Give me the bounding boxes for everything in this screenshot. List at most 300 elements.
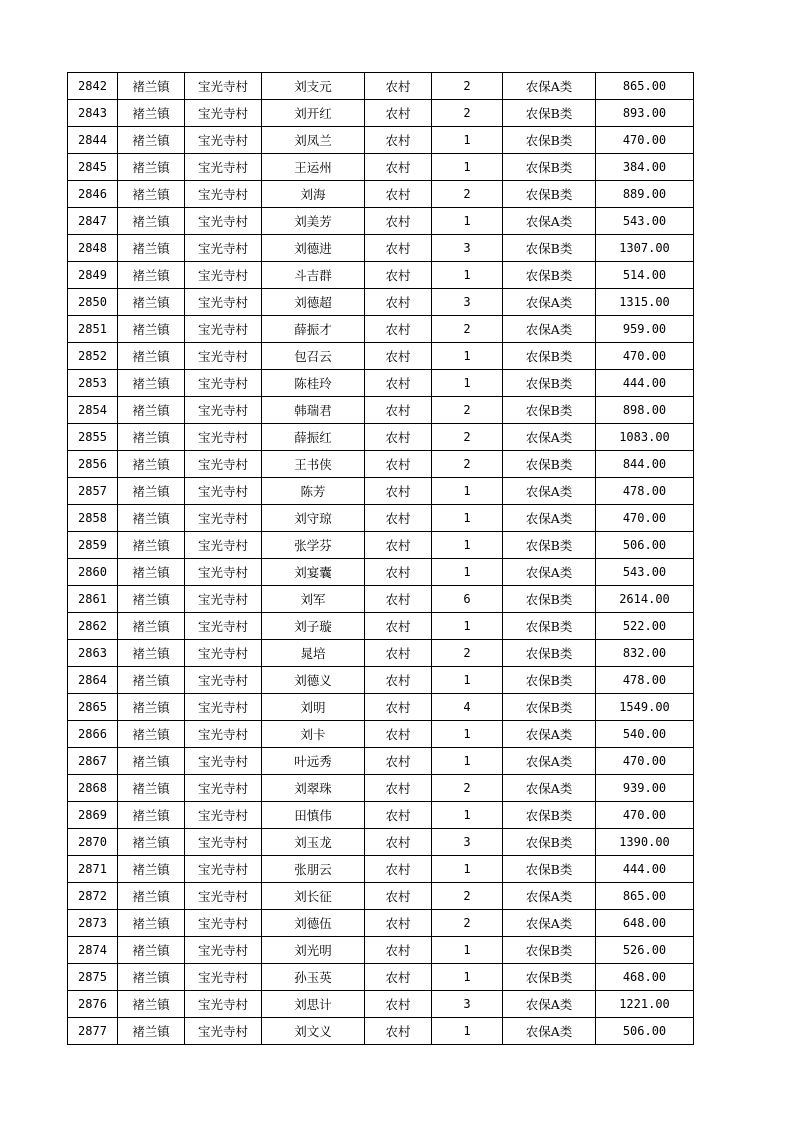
amount-cell: 844.00 bbox=[596, 451, 694, 478]
household-type-cell: 农村 bbox=[365, 991, 432, 1018]
town-cell: 褚兰镇 bbox=[118, 910, 185, 937]
person-name-cell: 刘翠珠 bbox=[262, 775, 365, 802]
village-cell: 宝光寺村 bbox=[185, 397, 262, 424]
person-name-cell: 刘玉龙 bbox=[262, 829, 365, 856]
insurance-category-cell: 农保B类 bbox=[503, 640, 596, 667]
insurance-category-cell: 农保B类 bbox=[503, 100, 596, 127]
row-number-cell: 2870 bbox=[68, 829, 118, 856]
row-number-cell: 2850 bbox=[68, 289, 118, 316]
person-name-cell: 韩瑞君 bbox=[262, 397, 365, 424]
row-number-cell: 2846 bbox=[68, 181, 118, 208]
town-cell: 褚兰镇 bbox=[118, 73, 185, 100]
town-cell: 褚兰镇 bbox=[118, 694, 185, 721]
village-cell: 宝光寺村 bbox=[185, 991, 262, 1018]
village-cell: 宝光寺村 bbox=[185, 748, 262, 775]
member-count-cell: 3 bbox=[432, 235, 503, 262]
table-row bbox=[68, 343, 694, 370]
household-type-cell: 农村 bbox=[365, 937, 432, 964]
household-type-cell: 农村 bbox=[365, 802, 432, 829]
table-row bbox=[68, 370, 694, 397]
insurance-category-cell: 农保B类 bbox=[503, 964, 596, 991]
member-count-cell: 1 bbox=[432, 559, 503, 586]
row-number-cell: 2872 bbox=[68, 883, 118, 910]
table-row bbox=[68, 991, 694, 1018]
member-count-cell: 1 bbox=[432, 613, 503, 640]
table-row bbox=[68, 532, 694, 559]
table-row bbox=[68, 856, 694, 883]
row-number-cell: 2852 bbox=[68, 343, 118, 370]
amount-cell: 893.00 bbox=[596, 100, 694, 127]
town-cell: 褚兰镇 bbox=[118, 964, 185, 991]
town-cell: 褚兰镇 bbox=[118, 316, 185, 343]
member-count-cell: 1 bbox=[432, 748, 503, 775]
person-name-cell: 晁培 bbox=[262, 640, 365, 667]
town-cell: 褚兰镇 bbox=[118, 721, 185, 748]
member-count-cell: 4 bbox=[432, 694, 503, 721]
table-row bbox=[68, 802, 694, 829]
amount-cell: 865.00 bbox=[596, 883, 694, 910]
town-cell: 褚兰镇 bbox=[118, 802, 185, 829]
amount-cell: 959.00 bbox=[596, 316, 694, 343]
insurance-category-cell: 农保B类 bbox=[503, 262, 596, 289]
town-cell: 褚兰镇 bbox=[118, 640, 185, 667]
member-count-cell: 1 bbox=[432, 964, 503, 991]
member-count-cell: 2 bbox=[432, 775, 503, 802]
insurance-category-cell: 农保B类 bbox=[503, 532, 596, 559]
row-number-cell: 2860 bbox=[68, 559, 118, 586]
village-cell: 宝光寺村 bbox=[185, 1018, 262, 1045]
insurance-category-cell: 农保B类 bbox=[503, 235, 596, 262]
village-cell: 宝光寺村 bbox=[185, 208, 262, 235]
household-type-cell: 农村 bbox=[365, 586, 432, 613]
member-count-cell: 2 bbox=[432, 640, 503, 667]
insurance-category-cell: 农保A类 bbox=[503, 208, 596, 235]
household-type-cell: 农村 bbox=[365, 235, 432, 262]
village-cell: 宝光寺村 bbox=[185, 505, 262, 532]
amount-cell: 540.00 bbox=[596, 721, 694, 748]
insurance-category-cell: 农保B类 bbox=[503, 397, 596, 424]
household-type-cell: 农村 bbox=[365, 289, 432, 316]
table-row bbox=[68, 451, 694, 478]
member-count-cell: 1 bbox=[432, 154, 503, 181]
insurance-category-cell: 农保A类 bbox=[503, 748, 596, 775]
table-row bbox=[68, 397, 694, 424]
row-number-cell: 2874 bbox=[68, 937, 118, 964]
table-row bbox=[68, 910, 694, 937]
person-name-cell: 陈芳 bbox=[262, 478, 365, 505]
person-name-cell: 刘海 bbox=[262, 181, 365, 208]
village-cell: 宝光寺村 bbox=[185, 775, 262, 802]
member-count-cell: 2 bbox=[432, 316, 503, 343]
amount-cell: 522.00 bbox=[596, 613, 694, 640]
member-count-cell: 1 bbox=[432, 856, 503, 883]
row-number-cell: 2847 bbox=[68, 208, 118, 235]
row-number-cell: 2848 bbox=[68, 235, 118, 262]
village-cell: 宝光寺村 bbox=[185, 532, 262, 559]
village-cell: 宝光寺村 bbox=[185, 235, 262, 262]
row-number-cell: 2854 bbox=[68, 397, 118, 424]
amount-cell: 478.00 bbox=[596, 478, 694, 505]
amount-cell: 1083.00 bbox=[596, 424, 694, 451]
town-cell: 褚兰镇 bbox=[118, 262, 185, 289]
table-row bbox=[68, 73, 694, 100]
insurance-category-cell: 农保B类 bbox=[503, 127, 596, 154]
row-number-cell: 2867 bbox=[68, 748, 118, 775]
row-number-cell: 2862 bbox=[68, 613, 118, 640]
household-type-cell: 农村 bbox=[365, 208, 432, 235]
row-number-cell: 2844 bbox=[68, 127, 118, 154]
table-row bbox=[68, 316, 694, 343]
row-number-cell: 2863 bbox=[68, 640, 118, 667]
table-row bbox=[68, 964, 694, 991]
insurance-category-cell: 农保A类 bbox=[503, 424, 596, 451]
amount-cell: 470.00 bbox=[596, 802, 694, 829]
household-type-cell: 农村 bbox=[365, 613, 432, 640]
household-type-cell: 农村 bbox=[365, 451, 432, 478]
person-name-cell: 刘德义 bbox=[262, 667, 365, 694]
town-cell: 褚兰镇 bbox=[118, 532, 185, 559]
insurance-category-cell: 农保A类 bbox=[503, 559, 596, 586]
row-number-cell: 2843 bbox=[68, 100, 118, 127]
household-type-cell: 农村 bbox=[365, 370, 432, 397]
insurance-category-cell: 农保A类 bbox=[503, 478, 596, 505]
person-name-cell: 叶远秀 bbox=[262, 748, 365, 775]
member-count-cell: 1 bbox=[432, 208, 503, 235]
insurance-category-cell: 农保A类 bbox=[503, 775, 596, 802]
subsidy-roster-table bbox=[67, 72, 694, 1045]
household-type-cell: 农村 bbox=[365, 478, 432, 505]
village-cell: 宝光寺村 bbox=[185, 559, 262, 586]
household-type-cell: 农村 bbox=[365, 100, 432, 127]
row-number-cell: 2845 bbox=[68, 154, 118, 181]
household-type-cell: 农村 bbox=[365, 559, 432, 586]
row-number-cell: 2857 bbox=[68, 478, 118, 505]
person-name-cell: 刘子璇 bbox=[262, 613, 365, 640]
table-row bbox=[68, 289, 694, 316]
insurance-category-cell: 农保B类 bbox=[503, 937, 596, 964]
amount-cell: 468.00 bbox=[596, 964, 694, 991]
household-type-cell: 农村 bbox=[365, 721, 432, 748]
row-number-cell: 2865 bbox=[68, 694, 118, 721]
village-cell: 宝光寺村 bbox=[185, 289, 262, 316]
table-row bbox=[68, 775, 694, 802]
member-count-cell: 1 bbox=[432, 505, 503, 532]
household-type-cell: 农村 bbox=[365, 154, 432, 181]
person-name-cell: 刘明 bbox=[262, 694, 365, 721]
table-row bbox=[68, 694, 694, 721]
insurance-category-cell: 农保B类 bbox=[503, 856, 596, 883]
town-cell: 褚兰镇 bbox=[118, 154, 185, 181]
insurance-category-cell: 农保A类 bbox=[503, 73, 596, 100]
person-name-cell: 张朋云 bbox=[262, 856, 365, 883]
town-cell: 褚兰镇 bbox=[118, 370, 185, 397]
household-type-cell: 农村 bbox=[365, 640, 432, 667]
member-count-cell: 2 bbox=[432, 100, 503, 127]
town-cell: 褚兰镇 bbox=[118, 478, 185, 505]
row-number-cell: 2869 bbox=[68, 802, 118, 829]
town-cell: 褚兰镇 bbox=[118, 559, 185, 586]
household-type-cell: 农村 bbox=[365, 910, 432, 937]
member-count-cell: 6 bbox=[432, 586, 503, 613]
village-cell: 宝光寺村 bbox=[185, 721, 262, 748]
amount-cell: 444.00 bbox=[596, 370, 694, 397]
person-name-cell: 薛振红 bbox=[262, 424, 365, 451]
person-name-cell: 王书侠 bbox=[262, 451, 365, 478]
person-name-cell: 刘光明 bbox=[262, 937, 365, 964]
household-type-cell: 农村 bbox=[365, 397, 432, 424]
table-row bbox=[68, 1018, 694, 1045]
person-name-cell: 刘美芳 bbox=[262, 208, 365, 235]
person-name-cell: 薛振才 bbox=[262, 316, 365, 343]
town-cell: 褚兰镇 bbox=[118, 127, 185, 154]
town-cell: 褚兰镇 bbox=[118, 1018, 185, 1045]
village-cell: 宝光寺村 bbox=[185, 262, 262, 289]
village-cell: 宝光寺村 bbox=[185, 154, 262, 181]
row-number-cell: 2842 bbox=[68, 73, 118, 100]
member-count-cell: 1 bbox=[432, 532, 503, 559]
village-cell: 宝光寺村 bbox=[185, 73, 262, 100]
table-row bbox=[68, 640, 694, 667]
insurance-category-cell: 农保B类 bbox=[503, 154, 596, 181]
row-number-cell: 2859 bbox=[68, 532, 118, 559]
insurance-category-cell: 农保B类 bbox=[503, 829, 596, 856]
village-cell: 宝光寺村 bbox=[185, 613, 262, 640]
insurance-category-cell: 农保B类 bbox=[503, 613, 596, 640]
village-cell: 宝光寺村 bbox=[185, 829, 262, 856]
table-row bbox=[68, 721, 694, 748]
table-row bbox=[68, 505, 694, 532]
person-name-cell: 刘军 bbox=[262, 586, 365, 613]
table-row bbox=[68, 208, 694, 235]
person-name-cell: 刘长征 bbox=[262, 883, 365, 910]
amount-cell: 470.00 bbox=[596, 748, 694, 775]
person-name-cell: 王运州 bbox=[262, 154, 365, 181]
insurance-category-cell: 农保A类 bbox=[503, 910, 596, 937]
table-row bbox=[68, 181, 694, 208]
town-cell: 褚兰镇 bbox=[118, 775, 185, 802]
village-cell: 宝光寺村 bbox=[185, 316, 262, 343]
amount-cell: 470.00 bbox=[596, 343, 694, 370]
roster-body bbox=[68, 73, 694, 1045]
insurance-category-cell: 农保A类 bbox=[503, 721, 596, 748]
member-count-cell: 1 bbox=[432, 262, 503, 289]
member-count-cell: 2 bbox=[432, 424, 503, 451]
amount-cell: 444.00 bbox=[596, 856, 694, 883]
town-cell: 褚兰镇 bbox=[118, 208, 185, 235]
town-cell: 褚兰镇 bbox=[118, 343, 185, 370]
village-cell: 宝光寺村 bbox=[185, 586, 262, 613]
town-cell: 褚兰镇 bbox=[118, 667, 185, 694]
amount-cell: 470.00 bbox=[596, 505, 694, 532]
amount-cell: 1390.00 bbox=[596, 829, 694, 856]
insurance-category-cell: 农保A类 bbox=[503, 505, 596, 532]
person-name-cell: 刘德进 bbox=[262, 235, 365, 262]
member-count-cell: 1 bbox=[432, 370, 503, 397]
insurance-category-cell: 农保B类 bbox=[503, 343, 596, 370]
amount-cell: 1315.00 bbox=[596, 289, 694, 316]
household-type-cell: 农村 bbox=[365, 127, 432, 154]
table-row bbox=[68, 154, 694, 181]
member-count-cell: 3 bbox=[432, 991, 503, 1018]
insurance-category-cell: 农保B类 bbox=[503, 694, 596, 721]
amount-cell: 865.00 bbox=[596, 73, 694, 100]
town-cell: 褚兰镇 bbox=[118, 829, 185, 856]
amount-cell: 832.00 bbox=[596, 640, 694, 667]
person-name-cell: 孙玉英 bbox=[262, 964, 365, 991]
insurance-category-cell: 农保A类 bbox=[503, 316, 596, 343]
table-row bbox=[68, 613, 694, 640]
person-name-cell: 刘凤兰 bbox=[262, 127, 365, 154]
row-number-cell: 2876 bbox=[68, 991, 118, 1018]
village-cell: 宝光寺村 bbox=[185, 910, 262, 937]
insurance-category-cell: 农保A类 bbox=[503, 289, 596, 316]
row-number-cell: 2871 bbox=[68, 856, 118, 883]
household-type-cell: 农村 bbox=[365, 667, 432, 694]
town-cell: 褚兰镇 bbox=[118, 235, 185, 262]
town-cell: 褚兰镇 bbox=[118, 397, 185, 424]
person-name-cell: 刘思计 bbox=[262, 991, 365, 1018]
insurance-category-cell: 农保A类 bbox=[503, 883, 596, 910]
insurance-category-cell: 农保A类 bbox=[503, 1018, 596, 1045]
table-row bbox=[68, 937, 694, 964]
person-name-cell: 包召云 bbox=[262, 343, 365, 370]
member-count-cell: 1 bbox=[432, 667, 503, 694]
person-name-cell: 田慎伟 bbox=[262, 802, 365, 829]
town-cell: 褚兰镇 bbox=[118, 937, 185, 964]
member-count-cell: 1 bbox=[432, 127, 503, 154]
table-row bbox=[68, 586, 694, 613]
household-type-cell: 农村 bbox=[365, 775, 432, 802]
member-count-cell: 3 bbox=[432, 289, 503, 316]
member-count-cell: 1 bbox=[432, 721, 503, 748]
amount-cell: 939.00 bbox=[596, 775, 694, 802]
row-number-cell: 2868 bbox=[68, 775, 118, 802]
village-cell: 宝光寺村 bbox=[185, 478, 262, 505]
member-count-cell: 2 bbox=[432, 883, 503, 910]
household-type-cell: 农村 bbox=[365, 316, 432, 343]
village-cell: 宝光寺村 bbox=[185, 883, 262, 910]
amount-cell: 1549.00 bbox=[596, 694, 694, 721]
village-cell: 宝光寺村 bbox=[185, 181, 262, 208]
amount-cell: 648.00 bbox=[596, 910, 694, 937]
household-type-cell: 农村 bbox=[365, 73, 432, 100]
insurance-category-cell: 农保A类 bbox=[503, 991, 596, 1018]
amount-cell: 2614.00 bbox=[596, 586, 694, 613]
insurance-category-cell: 农保B类 bbox=[503, 451, 596, 478]
table-row bbox=[68, 667, 694, 694]
amount-cell: 543.00 bbox=[596, 559, 694, 586]
table-row bbox=[68, 424, 694, 451]
town-cell: 褚兰镇 bbox=[118, 289, 185, 316]
member-count-cell: 2 bbox=[432, 397, 503, 424]
amount-cell: 506.00 bbox=[596, 532, 694, 559]
household-type-cell: 农村 bbox=[365, 1018, 432, 1045]
insurance-category-cell: 农保B类 bbox=[503, 370, 596, 397]
town-cell: 褚兰镇 bbox=[118, 748, 185, 775]
village-cell: 宝光寺村 bbox=[185, 127, 262, 154]
village-cell: 宝光寺村 bbox=[185, 856, 262, 883]
amount-cell: 514.00 bbox=[596, 262, 694, 289]
person-name-cell: 刘宴囊 bbox=[262, 559, 365, 586]
person-name-cell: 刘文义 bbox=[262, 1018, 365, 1045]
insurance-category-cell: 农保B类 bbox=[503, 667, 596, 694]
table-row bbox=[68, 262, 694, 289]
amount-cell: 889.00 bbox=[596, 181, 694, 208]
amount-cell: 543.00 bbox=[596, 208, 694, 235]
table-row bbox=[68, 748, 694, 775]
person-name-cell: 张学芬 bbox=[262, 532, 365, 559]
household-type-cell: 农村 bbox=[365, 964, 432, 991]
row-number-cell: 2866 bbox=[68, 721, 118, 748]
household-type-cell: 农村 bbox=[365, 424, 432, 451]
household-type-cell: 农村 bbox=[365, 532, 432, 559]
village-cell: 宝光寺村 bbox=[185, 694, 262, 721]
person-name-cell: 斗吉群 bbox=[262, 262, 365, 289]
village-cell: 宝光寺村 bbox=[185, 451, 262, 478]
town-cell: 褚兰镇 bbox=[118, 991, 185, 1018]
town-cell: 褚兰镇 bbox=[118, 100, 185, 127]
town-cell: 褚兰镇 bbox=[118, 505, 185, 532]
row-number-cell: 2875 bbox=[68, 964, 118, 991]
household-type-cell: 农村 bbox=[365, 343, 432, 370]
household-type-cell: 农村 bbox=[365, 829, 432, 856]
person-name-cell: 刘支元 bbox=[262, 73, 365, 100]
amount-cell: 506.00 bbox=[596, 1018, 694, 1045]
row-number-cell: 2873 bbox=[68, 910, 118, 937]
table-row bbox=[68, 100, 694, 127]
insurance-category-cell: 农保B类 bbox=[503, 802, 596, 829]
household-type-cell: 农村 bbox=[365, 262, 432, 289]
insurance-category-cell: 农保B类 bbox=[503, 181, 596, 208]
row-number-cell: 2861 bbox=[68, 586, 118, 613]
village-cell: 宝光寺村 bbox=[185, 424, 262, 451]
town-cell: 褚兰镇 bbox=[118, 856, 185, 883]
village-cell: 宝光寺村 bbox=[185, 370, 262, 397]
member-count-cell: 2 bbox=[432, 181, 503, 208]
insurance-category-cell: 农保B类 bbox=[503, 586, 596, 613]
person-name-cell: 陈桂玲 bbox=[262, 370, 365, 397]
household-type-cell: 农村 bbox=[365, 748, 432, 775]
town-cell: 褚兰镇 bbox=[118, 613, 185, 640]
row-number-cell: 2849 bbox=[68, 262, 118, 289]
row-number-cell: 2864 bbox=[68, 667, 118, 694]
member-count-cell: 1 bbox=[432, 478, 503, 505]
row-number-cell: 2851 bbox=[68, 316, 118, 343]
row-number-cell: 2855 bbox=[68, 424, 118, 451]
amount-cell: 526.00 bbox=[596, 937, 694, 964]
village-cell: 宝光寺村 bbox=[185, 343, 262, 370]
amount-cell: 1307.00 bbox=[596, 235, 694, 262]
person-name-cell: 刘守琼 bbox=[262, 505, 365, 532]
town-cell: 褚兰镇 bbox=[118, 586, 185, 613]
row-number-cell: 2877 bbox=[68, 1018, 118, 1045]
household-type-cell: 农村 bbox=[365, 181, 432, 208]
amount-cell: 478.00 bbox=[596, 667, 694, 694]
village-cell: 宝光寺村 bbox=[185, 640, 262, 667]
member-count-cell: 1 bbox=[432, 802, 503, 829]
member-count-cell: 2 bbox=[432, 73, 503, 100]
village-cell: 宝光寺村 bbox=[185, 802, 262, 829]
person-name-cell: 刘卡 bbox=[262, 721, 365, 748]
row-number-cell: 2856 bbox=[68, 451, 118, 478]
town-cell: 褚兰镇 bbox=[118, 451, 185, 478]
village-cell: 宝光寺村 bbox=[185, 937, 262, 964]
member-count-cell: 1 bbox=[432, 1018, 503, 1045]
member-count-cell: 2 bbox=[432, 910, 503, 937]
table-row bbox=[68, 883, 694, 910]
amount-cell: 898.00 bbox=[596, 397, 694, 424]
household-type-cell: 农村 bbox=[365, 856, 432, 883]
